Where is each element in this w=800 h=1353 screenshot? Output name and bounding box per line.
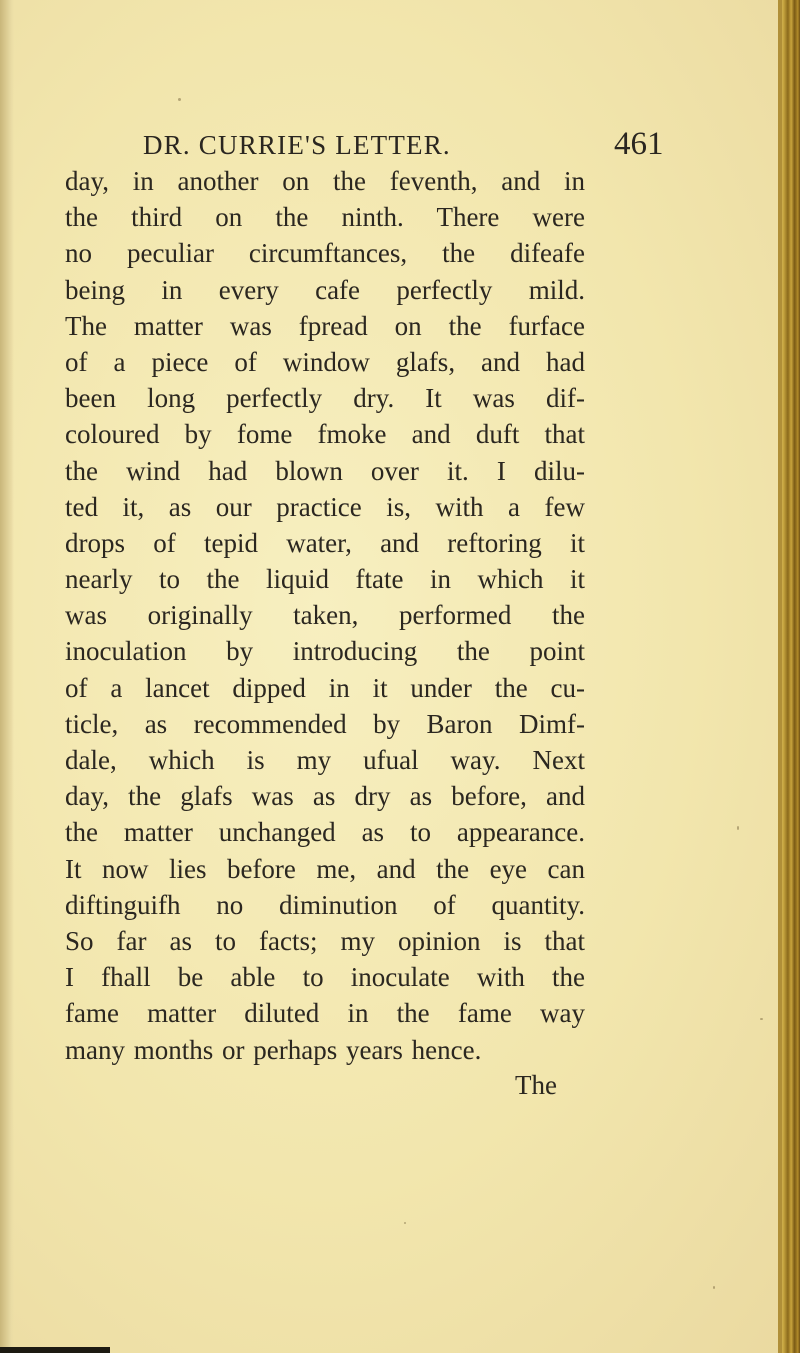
page-gutter [0,0,14,1353]
text-line: diftinguifh no diminution of quantity. [65,889,585,920]
text-line: no peculiar circumftances, the difeafe [65,238,585,269]
page-number: 461 [614,126,664,162]
text-line: been long perfectly dry. It was dif- [65,383,585,414]
text-line: day, in another on the feventh, and in [65,166,585,196]
text-line: of a lancet dipped in it under the cu- [65,672,585,703]
text-line: ticle, as recommended by Baron Dimf- [65,708,585,739]
text-line: ted it, as our practice is, with a few [65,491,585,522]
text-line: being in every cafe perfectly mild. [65,274,585,305]
text-line: nearly to the liquid ftate in which it [65,564,585,595]
binding-shadow [0,1347,110,1353]
running-head: DR. CURRIE'S LETTER. [143,130,451,160]
body-text [65,163,585,1068]
text-line: was originally taken, performed the [65,600,585,631]
catchword: The [515,1070,557,1100]
text-line: So far as to facts; my opinion is that [65,925,585,956]
text-line: day, the glafs was as dry as before, and [65,781,585,812]
text-line: fame matter diluted in the fame way [65,998,585,1029]
text-line: I fhall be able to inoculate with the [65,962,585,993]
text-line: the third on the ninth. There were [65,202,585,233]
page-fore-edge [778,0,800,1353]
text-line: It now lies before me, and the eye can [65,853,585,884]
text-line: the wind had blown over it. I dilu- [65,455,585,486]
text-line: inoculation by introducing the point [65,636,585,667]
text-line: the matter unchanged as to appearance. [65,817,585,848]
text-line: dale, which is my ufual way. Next [65,745,585,775]
text-line: The matter was fpread on the furface [65,310,585,341]
text-line: drops of tepid water, and reftoring it [65,527,585,558]
text-line: coloured by fome fmoke and duft that [65,419,585,450]
text-line: many months or perhaps years hence. [65,1034,482,1065]
text-line: of a piece of window glafs, and had [65,346,585,377]
